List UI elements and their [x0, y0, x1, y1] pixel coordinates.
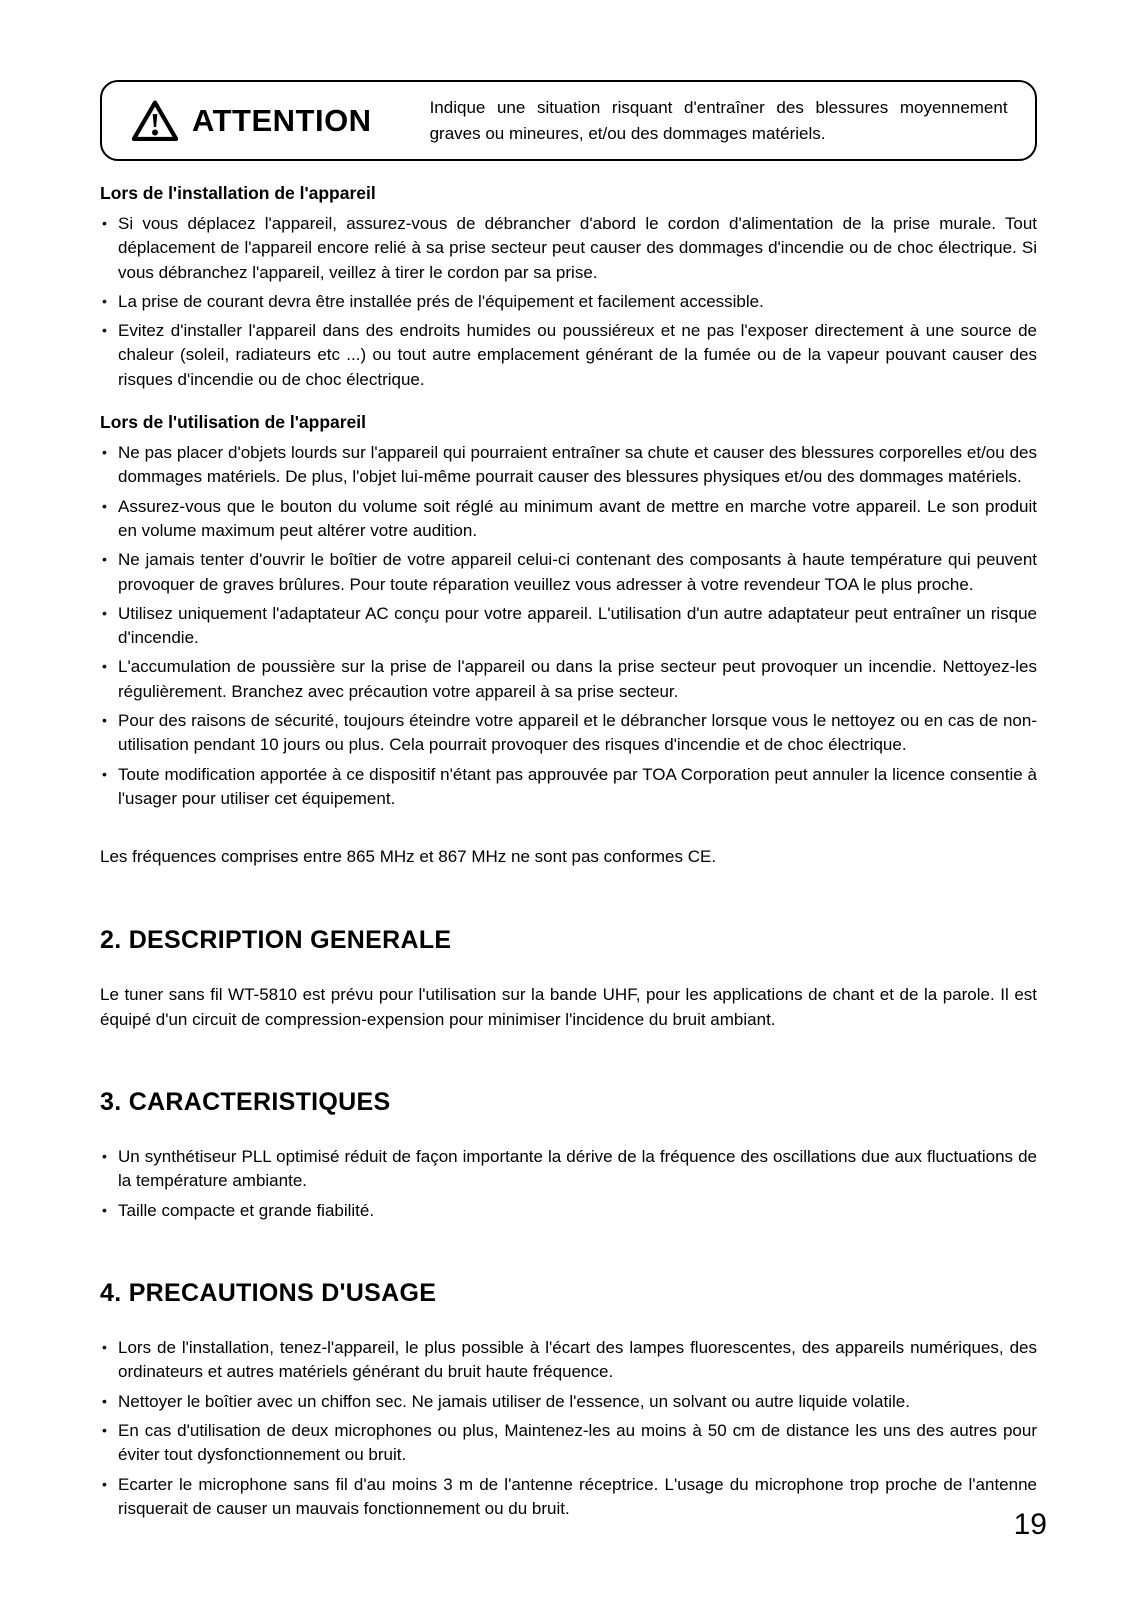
list-item: • Lors de l'installation, tenez-l'appareil, le plus possible à l'écart des lampes fluorescentes, des appareils numériques, des ordinateurs et autres matériels générant du bruit haute fréquence. [100, 1336, 1037, 1385]
list-item: • Nettoyer le boîtier avec un chiffon sec. Ne jamais utiliser de l'essence, un solvant ou autre liquide volatile. [100, 1390, 1037, 1414]
page-number: 19 [1013, 1508, 1047, 1541]
list-item: • Si vous déplacez l'appareil, assurez-vous de débrancher d'abord le cordon d'alimentation de la prise murale. Tout déplacement de l'appareil encore relié à sa prise secteur peut causer des dommages d'incendie ou de choc électrique. Si vous débranchez l'appareil, veillez à tirer le cordon par sa prise. [100, 212, 1037, 285]
attention-box [100, 80, 1037, 161]
list-item: • En cas d'utilisation de deux microphones ou plus, Maintenez-les au moins à 50 cm de distance les uns des autres pour éviter tout dysfonctionnement ou bruit. [100, 1419, 1037, 1468]
list-item: • Un synthétiseur PLL optimisé réduit de façon importante la dérive de la fréquence des oscillations due aux fluctuations de la température ambiante. [100, 1145, 1037, 1194]
precautions-bullet-list [100, 1336, 1037, 1521]
list-item: • Ecarter le microphone sans fil d'au moins 3 m de l'antenne réceptrice. L'usage du microphone trop proche de l'antenne risquerait de causer un mauvais fonctionnement ou du bruit. [100, 1473, 1037, 1522]
attention-title-group [126, 100, 372, 142]
list-item: • L'accumulation de poussière sur la prise de l'appareil ou dans la prise secteur peut provoquer un incendie. Nettoyez-les régulièrement. Branchez avec précaution votre appareil à sa prise secteur. [100, 655, 1037, 704]
list-item: • Pour des raisons de sécurité, toujours éteindre votre appareil et le débrancher lorsque vous le nettoyez ou en cas de non-utilisation pendant 10 jours ou plus. Cela pourrait provoquer des risques d'incendie et de choc électrique. [100, 709, 1037, 758]
attention-description: Indique une situation risquant d'entraîner des blessures moyennement graves ou mineures, et/ou des dommages matériels. [429, 98, 1008, 143]
usage-section-heading: Lors de l'utilisation de l'appareil [100, 412, 367, 433]
usage-bullet-list [100, 441, 1037, 811]
description-generale-heading: 2. DESCRIPTION GENERALE [100, 925, 452, 954]
list-item: • Ne pas placer d'objets lourds sur l'appareil qui pourraient entraîner sa chute et causer des blessures corporelles et/ou des dommages matériels. De plus, l'objet lui-même pourrait causer des blessures physiques et/ou des dommages matériels. [100, 441, 1037, 490]
attention-label: ATTENTION [192, 102, 372, 138]
install-bullet-list [100, 212, 1037, 392]
list-item: • Toute modification apportée à ce dispositif n'étant pas approuvée par TOA Corporation peut annuler la licence consentie à l'usager pour utiliser cet équipement. [100, 763, 1037, 812]
list-item: • La prise de courant devra être installée prés de l'équipement et facilement accessible. [100, 290, 1037, 314]
precautions-heading: 4. PRECAUTIONS D'USAGE [100, 1279, 437, 1308]
frequency-note: Les fréquences comprises entre 865 MHz et 867 MHz ne sont pas conformes CE. [100, 847, 717, 867]
install-section-heading: Lors de l'installation de l'appareil [100, 183, 376, 203]
list-item: • Ne jamais tenter d'ouvrir le boîtier de votre appareil celui-ci contenant des composants à haute température qui peuvent provoquer de graves brûlures. Pour toute réparation veuillez vous adresser à votre revendeur TOA le plus proche. [100, 548, 1037, 597]
caracteristiques-bullet-list [100, 1145, 1037, 1223]
list-item: • Taille compacte et grande fiabilité. [100, 1199, 1037, 1223]
list-item: • Utilisez uniquement l'adaptateur AC conçu pour votre appareil. L'utilisation d'un autre adaptateur peut entraîner un risque d'incendie. [100, 602, 1037, 651]
list-item: • Assurez-vous que le bouton du volume soit réglé au minimum avant de mettre en marche votre appareil. Le son produit en volume maximum peut altérer votre audition. [100, 495, 1037, 544]
list-item: • Evitez d'installer l'appareil dans des endroits humides ou poussiéreux et ne pas l'exposer directement à une source de chaleur (soleil, radiateurs etc ...) ou tout autre emplacement générant de la fumée ou de la vapeur pouvant causer des risques d'incendie ou de choc électrique. [100, 319, 1037, 392]
caracteristiques-heading: 3. CARACTERISTIQUES [100, 1088, 391, 1117]
warning-triangle-icon [132, 100, 178, 142]
description-generale-body: Le tuner sans fil WT-5810 est prévu pour l'utilisation sur la bande UHF, pour les applications de chant et de la parole. Il est équipé d'un circuit de compression-expension pour minimiser l'incidence du bruit ambiant. [100, 984, 1037, 1029]
